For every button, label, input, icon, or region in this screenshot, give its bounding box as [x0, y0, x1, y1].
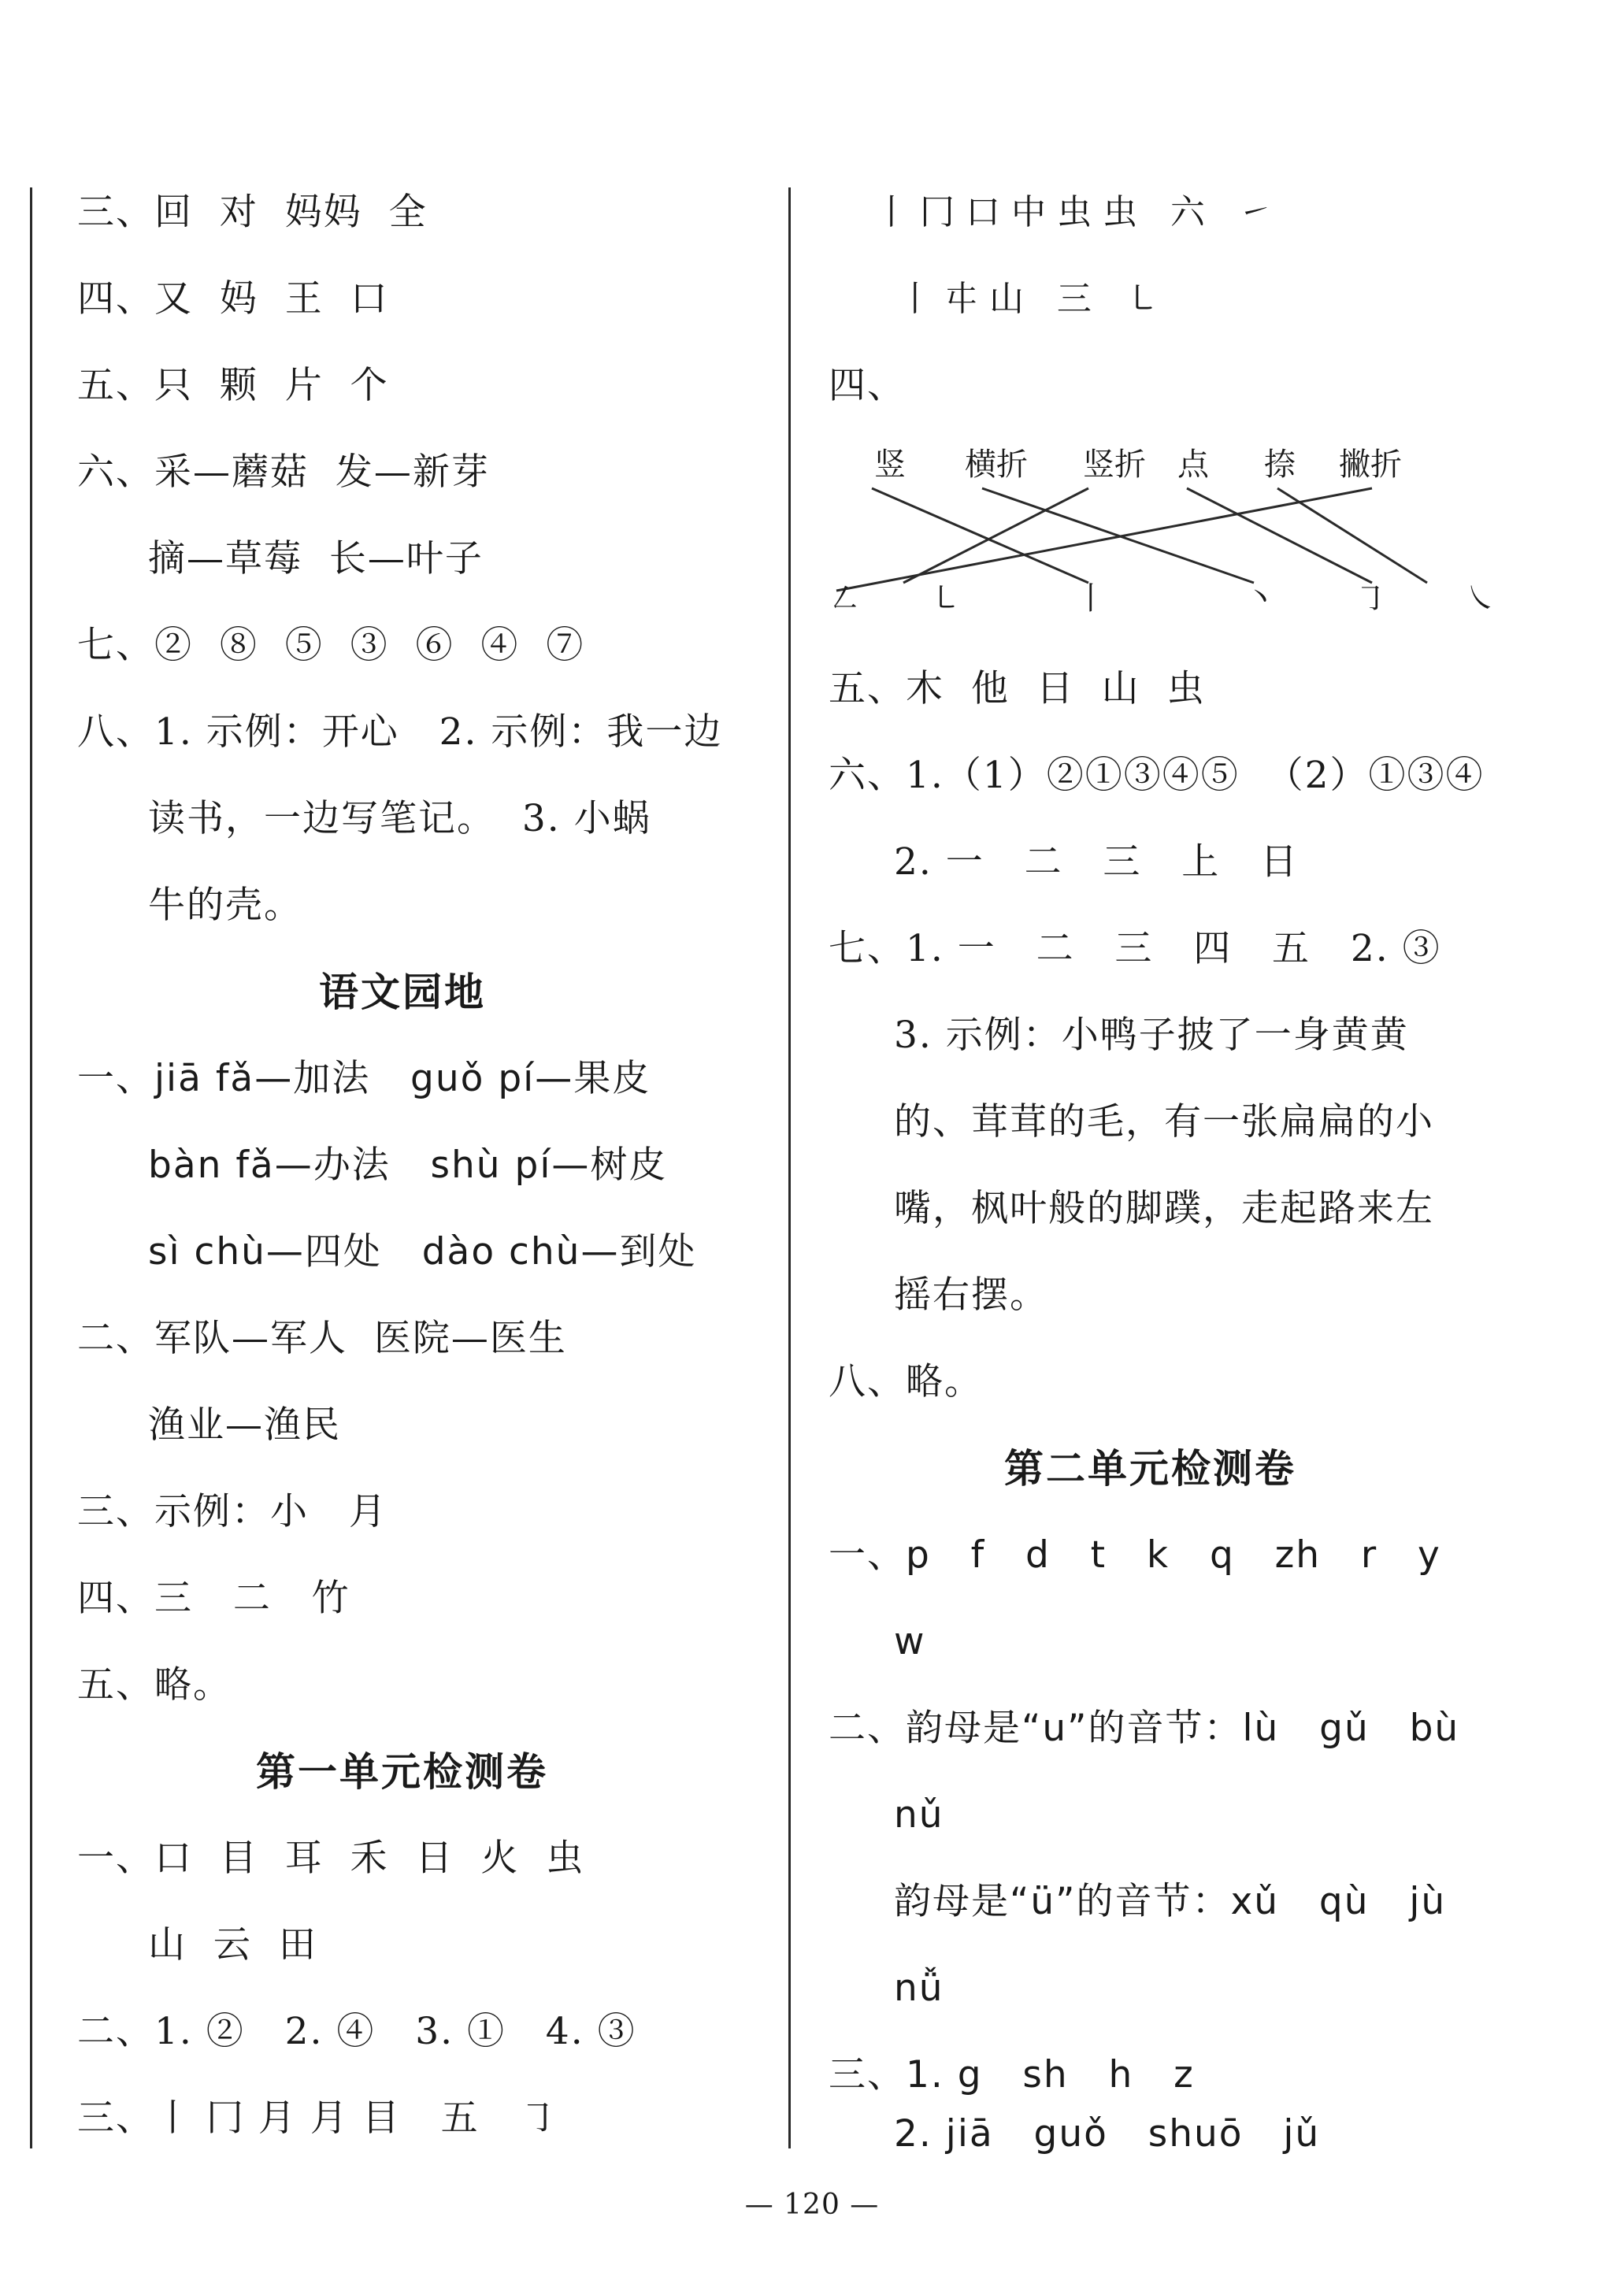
match-top-label: 捺: [1264, 447, 1296, 483]
match-top-label: 竖: [874, 447, 906, 483]
match-bottom-stroke: ㇜: [829, 580, 860, 617]
match-bottom-stroke: 丶: [1244, 580, 1276, 617]
section-heading-unit2: 第二单元检测卷: [1004, 1446, 1296, 1492]
left-margin-rule: [30, 187, 32, 2148]
answer-line: 一、jiā fǎ—加法 guǒ pí—果皮: [77, 1057, 651, 1100]
answer-line: nǚ: [894, 1967, 944, 2010]
answer-line: 三、丨 冂 月 月 目 五 ㇆: [77, 2096, 558, 2140]
page-number: — 120 —: [744, 2189, 880, 2221]
stroke-order-line: 丨 冂 口 中 虫 虫 六 ㇀: [874, 192, 1273, 232]
match-bottom-stroke: 丨: [1075, 580, 1107, 617]
match-bottom-stroke: ㇆: [1355, 580, 1386, 617]
answer-line: sì chù—四处 dào chù—到处: [148, 1230, 697, 1273]
answer-line: 五、木 他 日 山 虫: [829, 667, 1206, 710]
match-line: [903, 488, 1088, 583]
answer-line: 四、三 二 竹: [77, 1577, 350, 1620]
answer-line: 八、略。: [829, 1360, 983, 1403]
answer-line: 读书，一边写笔记。 3. 小蜗: [148, 797, 651, 840]
answer-line: 二、韵母是“u”的音节：lù gǔ bù: [829, 1707, 1460, 1750]
answer-line: 一、口 目 耳 禾 日 火 虫: [77, 1837, 585, 1880]
match-bottom-stroke: ㇄: [929, 580, 961, 617]
answer-line: 六、1.（1）②①③④⑤ （2）①③④: [829, 754, 1485, 797]
answer-line: 六、采—蘑菇 发—新芽: [77, 450, 490, 494]
stroke-order-line: 丨 㐄 山 三 ㇄: [898, 279, 1159, 319]
answer-line: 的、茸茸的毛，有一张扁扁的小: [894, 1100, 1434, 1144]
answer-line: 2. 一 二 三 上 日: [894, 840, 1300, 884]
match-line: [872, 488, 1088, 583]
answer-line: 四、又 妈 王 口: [77, 277, 389, 321]
answer-line: 山 云 田: [148, 1923, 317, 1967]
answer-line: 摇右摆。: [894, 1273, 1048, 1317]
match-top-label: 横折: [965, 447, 1028, 483]
answer-line: nǔ: [894, 1793, 944, 1837]
answer-line: 五、只 颗 片 个: [77, 364, 389, 407]
answer-line: 八、1. 示例：开心 2. 示例：我一边: [77, 710, 723, 754]
match-top-label: 竖折: [1083, 447, 1146, 483]
match-top-label: 撇折: [1339, 447, 1402, 483]
match-top-label: 点: [1177, 447, 1209, 483]
column-divider: [788, 187, 791, 2148]
match-bottom-stroke: ㇏: [1465, 580, 1496, 617]
answer-line: 三、回 对 妈妈 全: [77, 191, 428, 234]
section-heading-yuwen: 语文园地: [319, 969, 486, 1015]
answer-line: 2. jiā guǒ shuō jǔ: [894, 2112, 1321, 2156]
answer-line: 一、p f d t k q zh r y: [829, 1533, 1441, 1577]
match-line: [836, 488, 1372, 591]
answer-line: 三、1. g sh h z: [829, 2053, 1195, 2096]
section-label: 四、: [829, 364, 906, 407]
answer-line: 3. 示例：小鸭子披了一身黄黄: [894, 1014, 1409, 1057]
answer-line: 牛的壳。: [148, 884, 302, 927]
answer-line: 渔业—渔民: [148, 1403, 341, 1447]
section-heading-unit1: 第一单元检测卷: [256, 1749, 548, 1795]
answer-line: 七、② ⑧ ⑤ ③ ⑥ ④ ⑦: [77, 624, 585, 667]
answer-line: bàn fǎ—办法 shù pí—树皮: [148, 1144, 668, 1187]
answer-line: 三、示例：小 月: [77, 1490, 387, 1533]
answer-line: 摘—草莓 长—叶子: [148, 537, 484, 580]
answer-line: 嘴，枫叶般的脚蹼，走起路来左: [894, 1187, 1434, 1230]
answer-line: 五、略。: [77, 1663, 232, 1707]
answer-line: 韵母是“ü”的音节：xǔ qù jù: [894, 1880, 1447, 1923]
answer-line: 二、1. ② 2. ④ 3. ① 4. ③: [77, 2010, 636, 2053]
answer-line: w: [894, 1620, 926, 1663]
answer-line: 七、1. 一 二 三 四 五 2. ③: [829, 927, 1441, 970]
answer-line: 二、军队—军人 医院—医生: [77, 1317, 567, 1360]
